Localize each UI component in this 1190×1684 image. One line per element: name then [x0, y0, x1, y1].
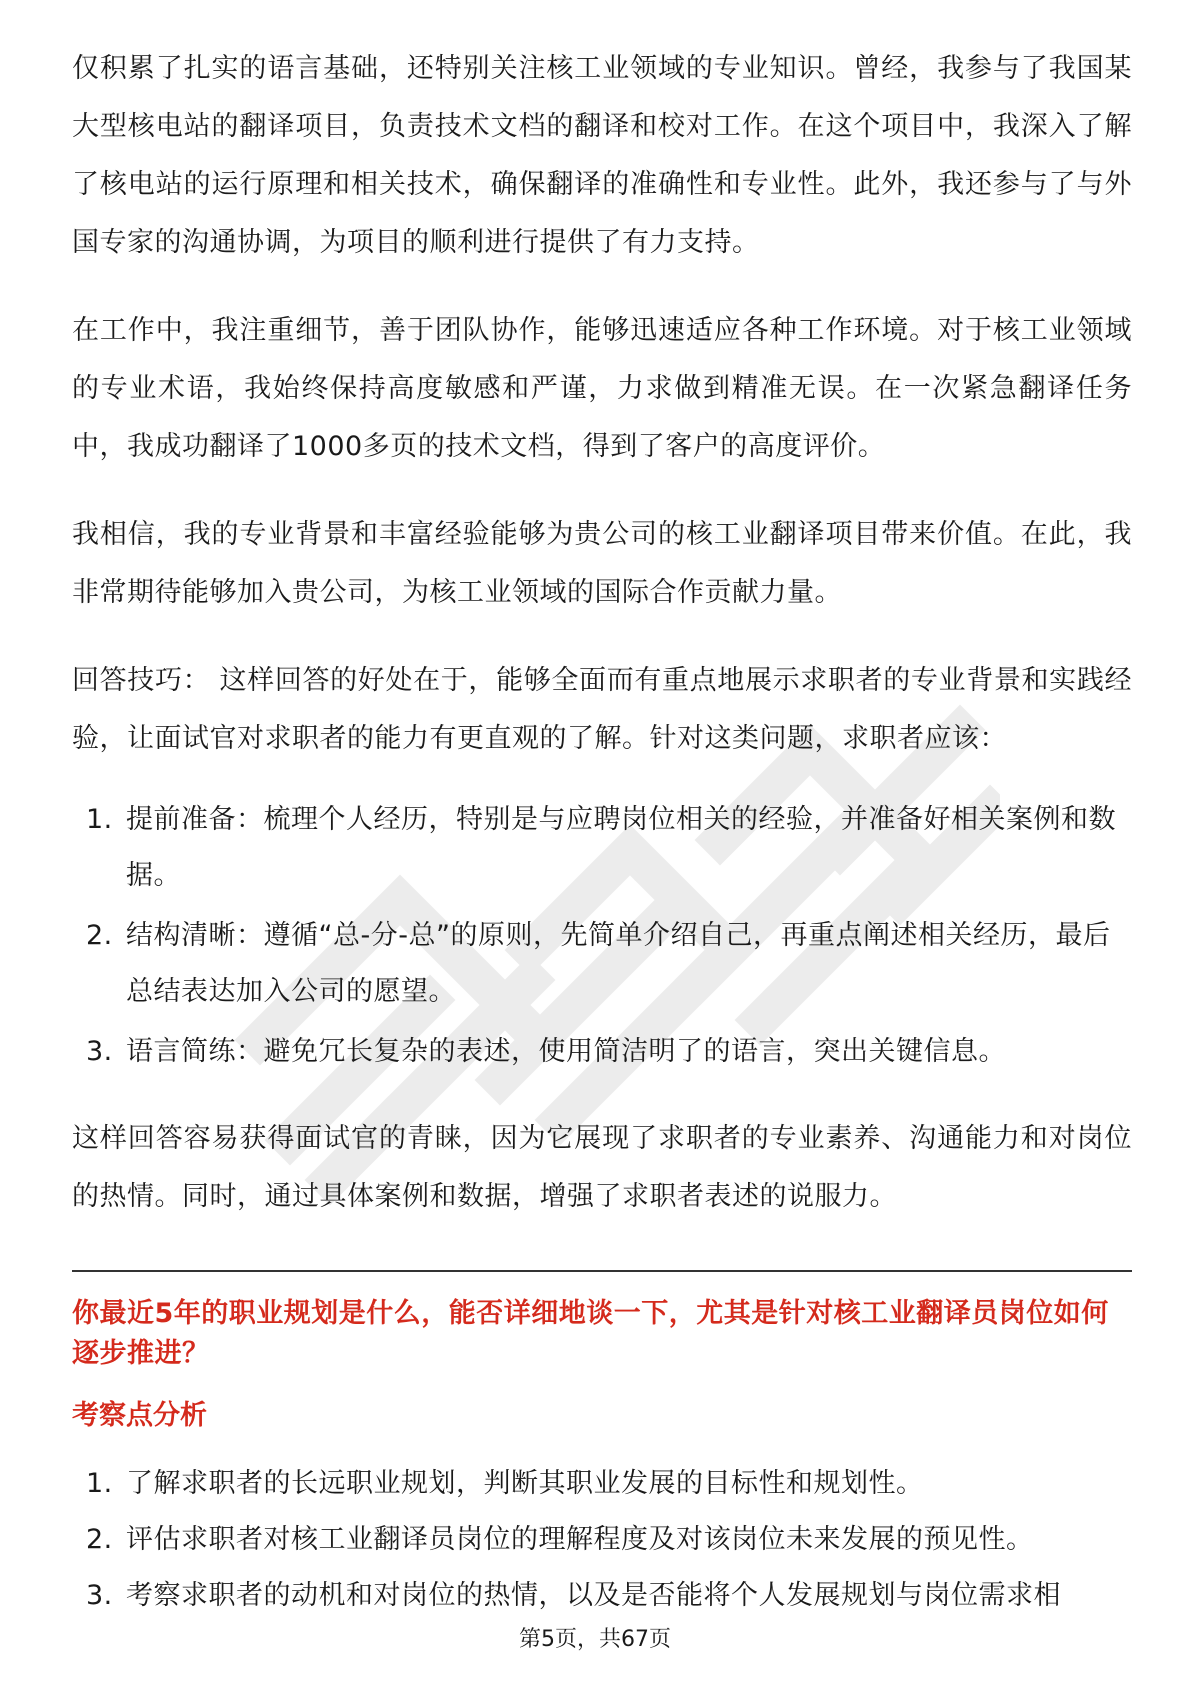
list-item-number: 1.: [86, 1468, 113, 1499]
list-item-text: 评估求职者对核工业翻译员岗位的理解程度及对该岗位未来发展的预见性。: [126, 1524, 1034, 1555]
list-item-number: 3.: [86, 1036, 113, 1067]
list-item-number: 2.: [86, 1524, 113, 1555]
list-item-text: 考察求职者的动机和对岗位的热情，以及是否能将个人发展规划与岗位需求相: [126, 1580, 1061, 1611]
paragraph-answer-tips: 回答技巧： 这样回答的好处在于，能够全面而有重点地展示求职者的专业背景和实践经验，让面试官对求职者的能力有更直观的了解。针对这类问题，求职者应该：: [72, 665, 1132, 754]
analysis-heading: 考察点分析: [72, 1400, 207, 1431]
list-item: [72, 1024, 1132, 1080]
list-item: [72, 1568, 1132, 1624]
list-item-text: 提前准备：梳理个人经历，特别是与应聘岗位相关的经验，并准备好相关案例和数据。: [126, 804, 1116, 891]
document-page: [72, 40, 1132, 1624]
section-divider: [72, 1270, 1132, 1272]
paragraph-experience: 仅积累了扎实的语言基础，还特别关注核工业领域的专业知识。曾经，我参与了我国某大型核电站的翻译项目，负责技术文档的翻译和校对工作。在这个项目中，我深入了解了核电站的运行原理和相关技术，确保翻译的准确性和专业性。此外，我还参与了与外国专家的沟通协调，为项目的顺利进行提供了有力支持。: [72, 53, 1132, 258]
list-item-number: 3.: [86, 1580, 113, 1611]
paragraph-closing: 这样回答容易获得面试官的青睐，因为它展现了求职者的专业素养、沟通能力和对岗位的热情。同时，通过具体案例和数据，增强了求职者表述的说服力。: [72, 1123, 1132, 1212]
list-item: [72, 908, 1132, 1020]
interview-question: 你最近5年的职业规划是什么，能否详细地谈一下，尤其是针对核工业翻译员岗位如何逐步推进？: [72, 1298, 1109, 1369]
list-item-text: 语言简练：避免冗长复杂的表述，使用简洁明了的语言，突出关键信息。: [126, 1036, 1006, 1067]
paragraph-work-style: 在工作中，我注重细节，善于团队协作，能够迅速适应各种工作环境。对于核工业领域的专业术语，我始终保持高度敏感和严谨，力求做到精准无误。在一次紧急翻译任务中，我成功翻译了1000多页的技术文档，得到了客户的高度评价。: [72, 315, 1132, 462]
list-item: [72, 792, 1132, 904]
list-item: [72, 1456, 1132, 1512]
analysis-list: [72, 1456, 1132, 1624]
list-item-text: 结构清晰：遵循“总-分-总”的原则，先简单介绍自己，再重点阐述相关经历，最后总结表达加入公司的愿望。: [126, 920, 1111, 1007]
tips-list: [72, 792, 1132, 1080]
paragraph-conclusion: 我相信，我的专业背景和丰富经验能够为贵公司的核工业翻译项目带来价值。在此，我非常期待能够加入贵公司，为核工业领域的国际合作贡献力量。: [72, 519, 1132, 608]
list-item-text: 了解求职者的长远职业规划，判断其职业发展的目标性和规划性。: [126, 1468, 924, 1499]
list-item-number: 2.: [86, 920, 113, 951]
list-item: [72, 1512, 1132, 1568]
list-item-number: 1.: [86, 804, 113, 835]
page-footer: 第5页，共67页: [519, 1627, 671, 1652]
